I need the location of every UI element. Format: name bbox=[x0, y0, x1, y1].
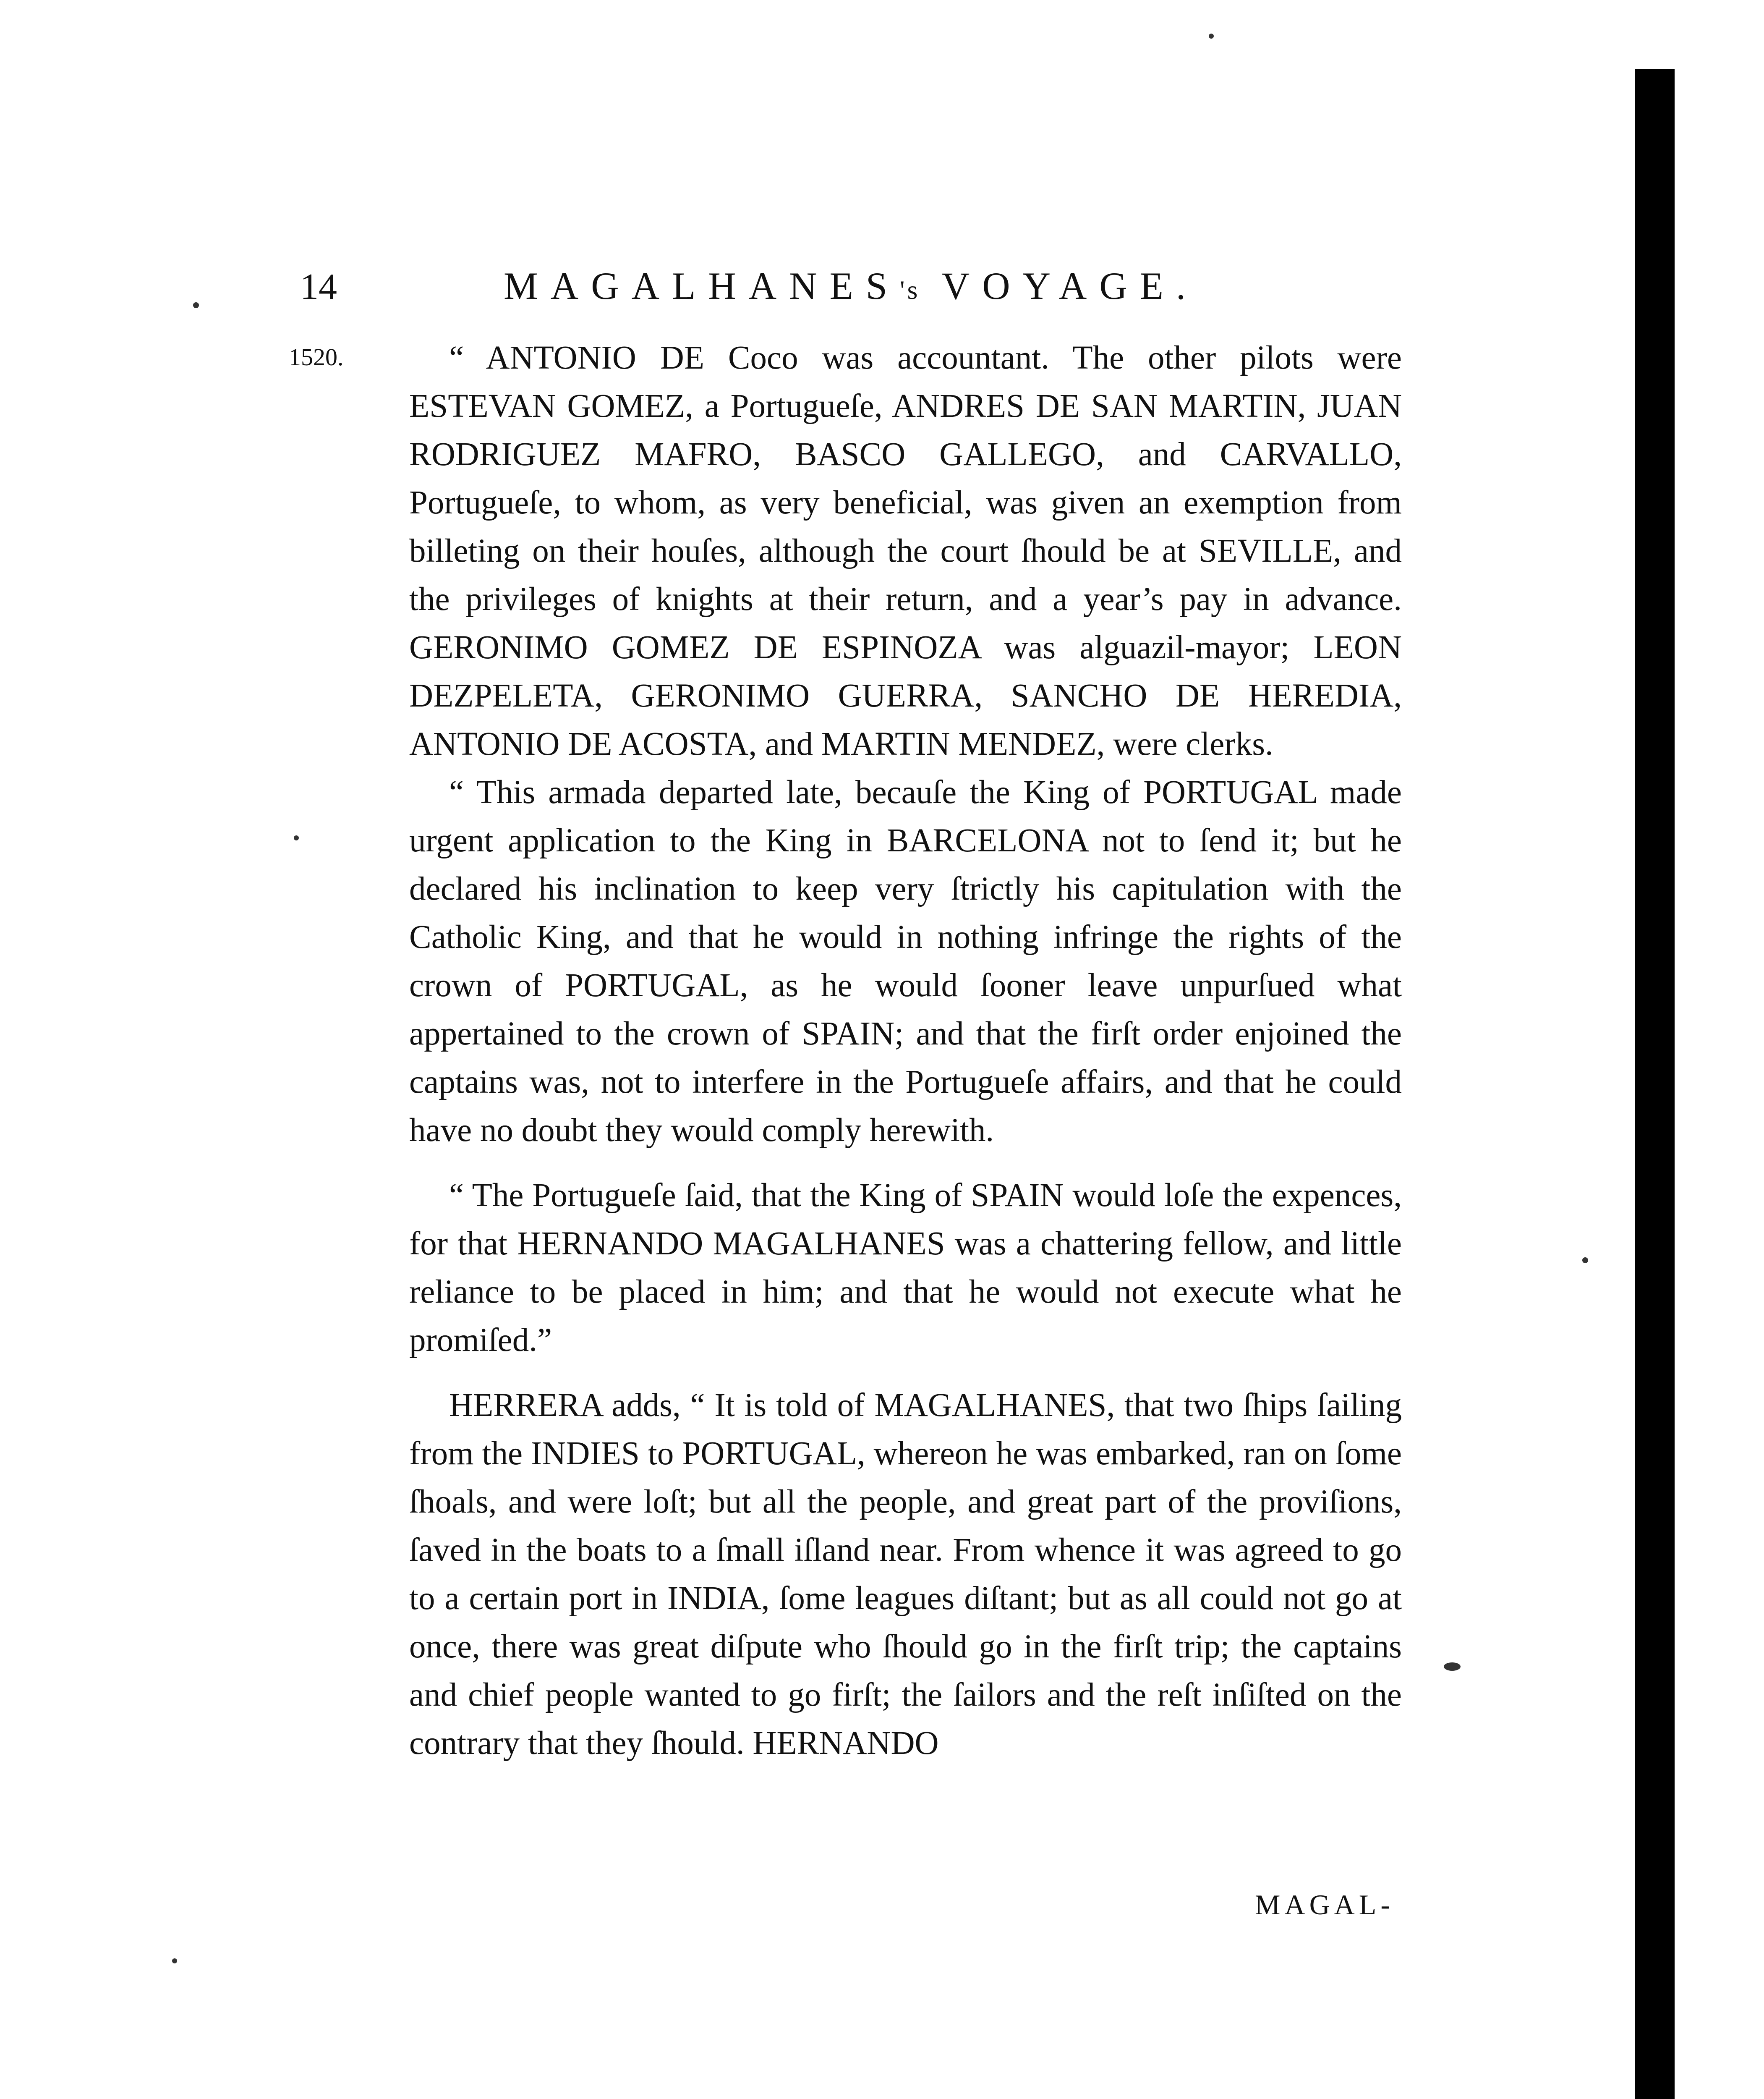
paragraph: HERRERA adds, “ It is told of MAGALHANES, that two ſhips ſailing from the INDIES to PORTUGAL, whereon he was embarked, ran on ſome ſhoals, and were loſt; but all the people, and great part of the proviſions, ſaved in the boats to a ſmall iſland near. From whence it was agreed to go to a certain port in INDIA, ſome leagues diſtant; but as all could not go at once, there was great diſpute who ſhould go in the firſt trip; the captains and chief people wanted to go firſt; the ſailors and the reſt inſiſted on the contrary that they ſhould. HERNANDO bbox=[409, 1387, 1402, 1761]
scan-spine-shadow bbox=[1635, 69, 1675, 2099]
body-text bbox=[409, 334, 1402, 1767]
margin-year: 1520. bbox=[289, 343, 344, 371]
page-number: 14 bbox=[300, 267, 337, 307]
scan-speck bbox=[294, 835, 299, 840]
catchword: MAGAL- bbox=[1255, 1889, 1394, 1921]
scan-speck bbox=[193, 302, 199, 308]
scan-speck bbox=[1209, 34, 1214, 39]
scan-speck bbox=[1444, 1662, 1461, 1671]
scan-speck bbox=[1582, 1257, 1588, 1263]
paragraph: “ This armada departed late, becauſe the King of PORTUGAL made urgent application to the King in BARCELONA not to ſend it; but he declared his inclination to keep very ſtrictly his capitulation with the Catholic King, and that he would in nothing infringe the rights of the crown of PORTUGAL, as he would ſooner leave unpurſued what appertained to the crown of SPAIN; and that the firſt order enjoined the captains was, not to interfere in the Portugueſe affairs, and that he could have no doubt they would comply herewith. bbox=[409, 774, 1402, 1149]
paragraph: “ The Portugueſe ſaid, that the King of SPAIN would loſe the expences, for that HERNANDO MAGALHANES was a chattering fellow, and little reliance to be placed in him; and that he would not execute what he promiſed.” bbox=[409, 1177, 1402, 1358]
running-head bbox=[504, 264, 1322, 307]
running-head-possessive: 's bbox=[900, 275, 920, 305]
paragraph: “ ANTONIO DE Coco was accountant. The other pilots were ESTEVAN GOMEZ, a Portugueſe, ANDRES DE SAN MARTIN, JUAN RODRIGUEZ MAFRO, BASCO GALLEGO, and CARVALLO, Portugueſe, to whom, as very beneficial, was given an exemption from billeting on their houſes, although the court ſhould be at SEVILLE, and the privileges of knights at their return, and a year’s pay in advance. GERONIMO GOMEZ DE ESPINOZA was alguazil-mayor; LEON DEZPELETA, GERONIMO GUERRA, SANCHO DE HEREDIA, ANTONIO DE ACOSTA, and MARTIN MENDEZ, were clerks. bbox=[409, 340, 1402, 762]
running-head-rest: VOYAGE. bbox=[920, 264, 1198, 307]
scan-speck bbox=[172, 1958, 177, 1963]
running-head-title: MAGALHANES bbox=[504, 264, 900, 307]
